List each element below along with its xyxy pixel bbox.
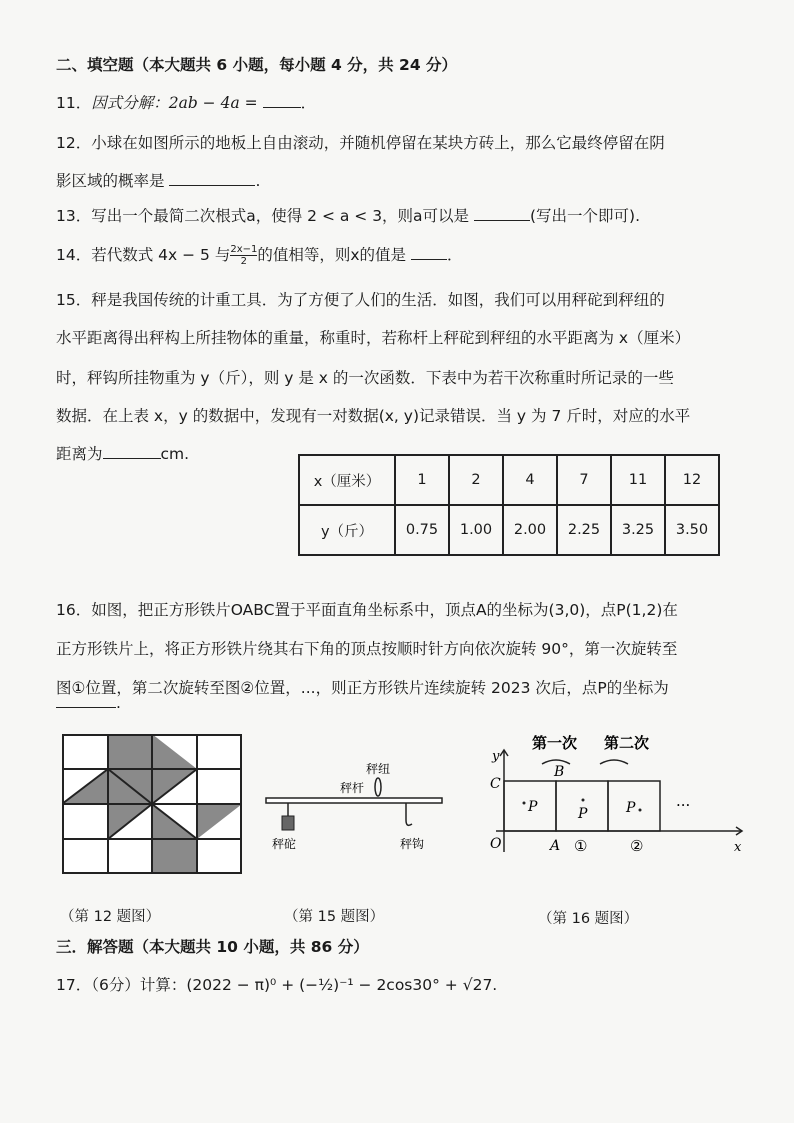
- section2-title: 二、填空题（本大题共 6 小题，每小题 4 分，共 24 分）: [56, 56, 458, 74]
- q11-text: 因式分解：2ab − 4a =: [91, 94, 258, 112]
- fig16-label-y: y: [492, 749, 500, 764]
- question-16-line1: 16．如图，把正方形铁片OABC置于平面直角坐标系中，顶点A的坐标为(3,0)，点P(1,2)在: [56, 601, 678, 619]
- q14-pre: 14．若代数式 4x − 5 与: [56, 246, 231, 264]
- fig16-label-x: x: [734, 840, 742, 855]
- question-12-line2: [56, 170, 260, 192]
- table-cell: 0.75: [395, 505, 449, 555]
- fig16-label-circle2: ②: [630, 837, 644, 855]
- q12-end: .: [255, 172, 261, 190]
- table-cell: 2.25: [557, 505, 611, 555]
- q13-text: 13．写出一个最简二次根式a，使得 2 < a < 3，则a可以是: [56, 207, 470, 225]
- fig16-label-B: B: [554, 764, 565, 780]
- fig16-label-A: A: [550, 838, 561, 854]
- fig16-ellipsis: ···: [676, 796, 691, 814]
- table-cell: 2.00: [503, 505, 557, 555]
- question-17: 17．（6分）计算：(2022 − π)⁰ + (−½)⁻¹ − 2cos30° + √27.: [56, 976, 498, 994]
- question-15-line4: 数据．在上表 x，y 的数据中，发现有一对数据(x, y)记录错误．当 y 为 7 斤时，对应的水平: [56, 407, 691, 425]
- q13-end: (写出一个即可).: [530, 207, 641, 225]
- caption-fig15: （第 15 题图）: [284, 909, 385, 925]
- q14-frac-denominator: 2: [240, 256, 248, 267]
- table-cell: 2: [449, 455, 503, 505]
- table-cell: 3.25: [611, 505, 665, 555]
- q15-line5-end: cm.: [160, 445, 190, 463]
- fig16-dot-original: [523, 802, 526, 805]
- fig15-hook: [406, 803, 412, 825]
- question-12-line1: 12．小球在如图所示的地板上自由滚动，并随机停留在某块方砖上，那么它最终停留在阴: [56, 134, 665, 152]
- q15-line5-text: 距离为: [56, 445, 103, 463]
- q16-end: .: [116, 694, 121, 712]
- q14-answer-blank[interactable]: [411, 245, 447, 260]
- q11-answer-blank[interactable]: [263, 93, 301, 108]
- caption-fig16: （第 16 题图）: [538, 911, 639, 927]
- fig16-dot-2: [639, 809, 642, 812]
- fig15-beam: [266, 798, 442, 803]
- fig16-point-P-2: P: [626, 800, 636, 816]
- fig15-label-gan: 秤杆: [340, 781, 365, 795]
- table-cell: 12: [665, 455, 719, 505]
- fig15-knob: [375, 778, 381, 796]
- table-header-y: y（斤）: [299, 505, 395, 555]
- question-16-line2: 正方形铁片上，将正方形铁片绕其右下角的顶点按顺时针方向依次旋转 90°，第一次旋转至: [56, 640, 678, 658]
- question-14: [56, 244, 463, 267]
- question-16-line3: 图①位置，第二次旋转至图②位置，...，则正方形铁片连续旋转 2023 次后，点P的坐标为: [56, 679, 669, 697]
- question-15-line1: 15．秤是我国传统的计重工具．为了方便了人们的生活．如图，我们可以用秤砣到秤纽的: [56, 291, 665, 309]
- q11-end: ．: [300, 94, 317, 112]
- fig16-label-O: O: [490, 836, 502, 852]
- q16-answer-blank[interactable]: [56, 693, 116, 708]
- fig15-counterweight: [282, 816, 294, 830]
- question-13: [56, 205, 640, 227]
- fig16-label-C: C: [490, 776, 501, 792]
- table-header-x: x（厘米）: [299, 455, 395, 505]
- question-15-line3: 时，秤钩所挂物重为 y（斤），则 y 是 x 的一次函数．下表中为若干次称重时所记录的一些: [56, 369, 674, 387]
- fig16-rotate-arrow-2: [600, 760, 628, 764]
- q14-fraction: [230, 244, 257, 267]
- caption-fig12: （第 12 题图）: [60, 909, 161, 925]
- table-cell: 1: [395, 455, 449, 505]
- fig16-rotation-diagram: [480, 726, 750, 856]
- fig16-label-first: 第一次: [532, 734, 578, 752]
- fig16-point-P-1: P: [578, 806, 588, 822]
- q16-answer-line: [56, 692, 121, 714]
- table-row-x: [299, 455, 719, 505]
- fig15-label-tuo: 秤砣: [272, 837, 297, 851]
- q14-end: ．: [446, 246, 463, 264]
- table-cell: 1.00: [449, 505, 503, 555]
- table-cell: 3.50: [665, 505, 719, 555]
- weight-table: [298, 454, 720, 556]
- question-15-line5: [56, 443, 189, 465]
- q13-answer-blank[interactable]: [474, 206, 530, 221]
- table-row-y: [299, 505, 719, 555]
- fig16-label-second: 第二次: [604, 734, 650, 752]
- fig15-steelyard: [262, 758, 452, 858]
- q11-number: 11．: [56, 94, 92, 112]
- fig12-tile-grid: [62, 734, 242, 874]
- q12-answer-blank[interactable]: [169, 171, 255, 186]
- table-cell: 11: [611, 455, 665, 505]
- fig15-label-niu: 秤纽: [366, 762, 391, 776]
- q15-answer-blank[interactable]: [103, 444, 161, 459]
- q14-frac-numerator: 2x−1: [230, 244, 258, 255]
- table-cell: 7: [557, 455, 611, 505]
- question-15-line2: 水平距离得出秤构上所挂物体的重量，称重时，若称杆上秤砣到秤纽的水平距离为 x（厘米）: [56, 329, 691, 347]
- q14-post: 的值相等，则x的值是: [257, 246, 407, 264]
- fig15-label-gou: 秤钩: [400, 837, 425, 851]
- fig16-label-circle1: ①: [574, 837, 588, 855]
- table-cell: 4: [503, 455, 557, 505]
- q12-text: 影区域的概率是: [56, 172, 165, 190]
- section3-title: 三．解答题（本大题共 10 小题，共 86 分）: [56, 938, 369, 956]
- fig16-dot-1: [582, 799, 585, 802]
- question-11: [56, 92, 316, 114]
- fig16-point-P-original: P: [528, 799, 538, 815]
